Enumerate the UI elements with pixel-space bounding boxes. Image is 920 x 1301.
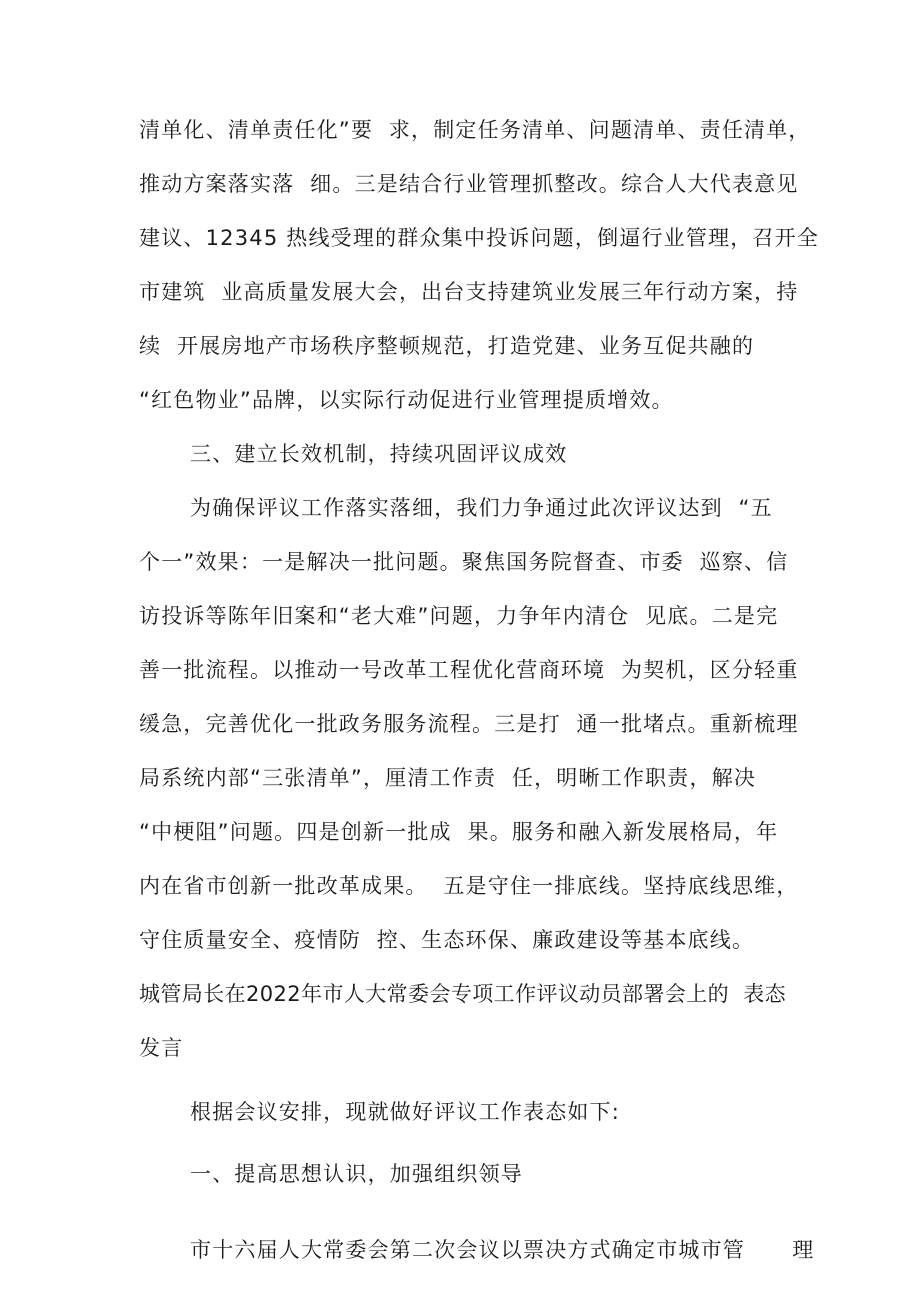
body-text-line: 清单化、清单责任化”要 求，制定任务清单、问题清单、责任清单， — [139, 118, 811, 142]
body-text-line: 市十六届人大常委会第二次会议以票决方式确定市城市管 理 — [190, 1238, 815, 1262]
body-text-line: 内在省市创新一批改革成果。 五是守住一排底线。坚持底线思维， — [139, 874, 799, 898]
section-heading: 一、提高思想认识，加强组织领导 — [190, 1162, 523, 1186]
body-text-line: 建议、12345 热线受理的群众集中投诉问题，倒逼行业管理，召开全 — [139, 226, 820, 250]
body-text-line: “中梗阻”问题。四是创新一批成 果。服务和融入新发展格局，年 — [139, 820, 779, 844]
speech-title: 城管局长在2022年市人大常委会专项工作评议动员部署会上的 表态 — [139, 982, 786, 1006]
body-text-line: 缓急，完善优化一批政务服务流程。三是打 通一批堵点。重新梳理 — [139, 712, 799, 736]
body-text-line: 个一”效果：一是解决一批问题。聚焦国务院督查、市委 巡察、信 — [139, 550, 789, 574]
body-text-line: 守住质量安全、疫情防 控、生态环保、廉政建设等基本底线。 — [139, 928, 755, 952]
body-text-line: 续 开展房地产市场秩序整顿规范，打造党建、业务互促共融的 — [139, 334, 755, 358]
body-text-line: 推动方案落实落 细。三是结合行业管理抓整改。综合人大代表意见 — [139, 172, 799, 196]
body-text-line: 善一批流程。以推动一号改革工程优化营商环境 为契机，区分轻重 — [139, 658, 799, 682]
body-text-line: 为确保评议工作落实落细，我们力争通过此次评议达到 “五 — [190, 496, 773, 520]
body-text-line: 市建筑 业高质量发展大会，出台支持建筑业发展三年行动方案，持 — [139, 280, 799, 304]
body-text-line: 根据会议安排，现就做好评议工作表态如下: — [190, 1100, 621, 1124]
body-text-line: 访投诉等陈年旧案和“老大难”问题，力争年内清仓 见底。二是完 — [139, 604, 779, 628]
speech-title-continued: 发言 — [139, 1036, 184, 1060]
body-text-line: “红色物业”品牌，以实际行动促进行业管理提质增效。 — [139, 388, 674, 412]
body-text-line: 局系统内部“三张清单”，厘清工作责 任，明晰工作职责，解决 — [139, 766, 757, 790]
section-heading: 三、建立长效机制，持续巩固评议成效 — [190, 442, 568, 466]
